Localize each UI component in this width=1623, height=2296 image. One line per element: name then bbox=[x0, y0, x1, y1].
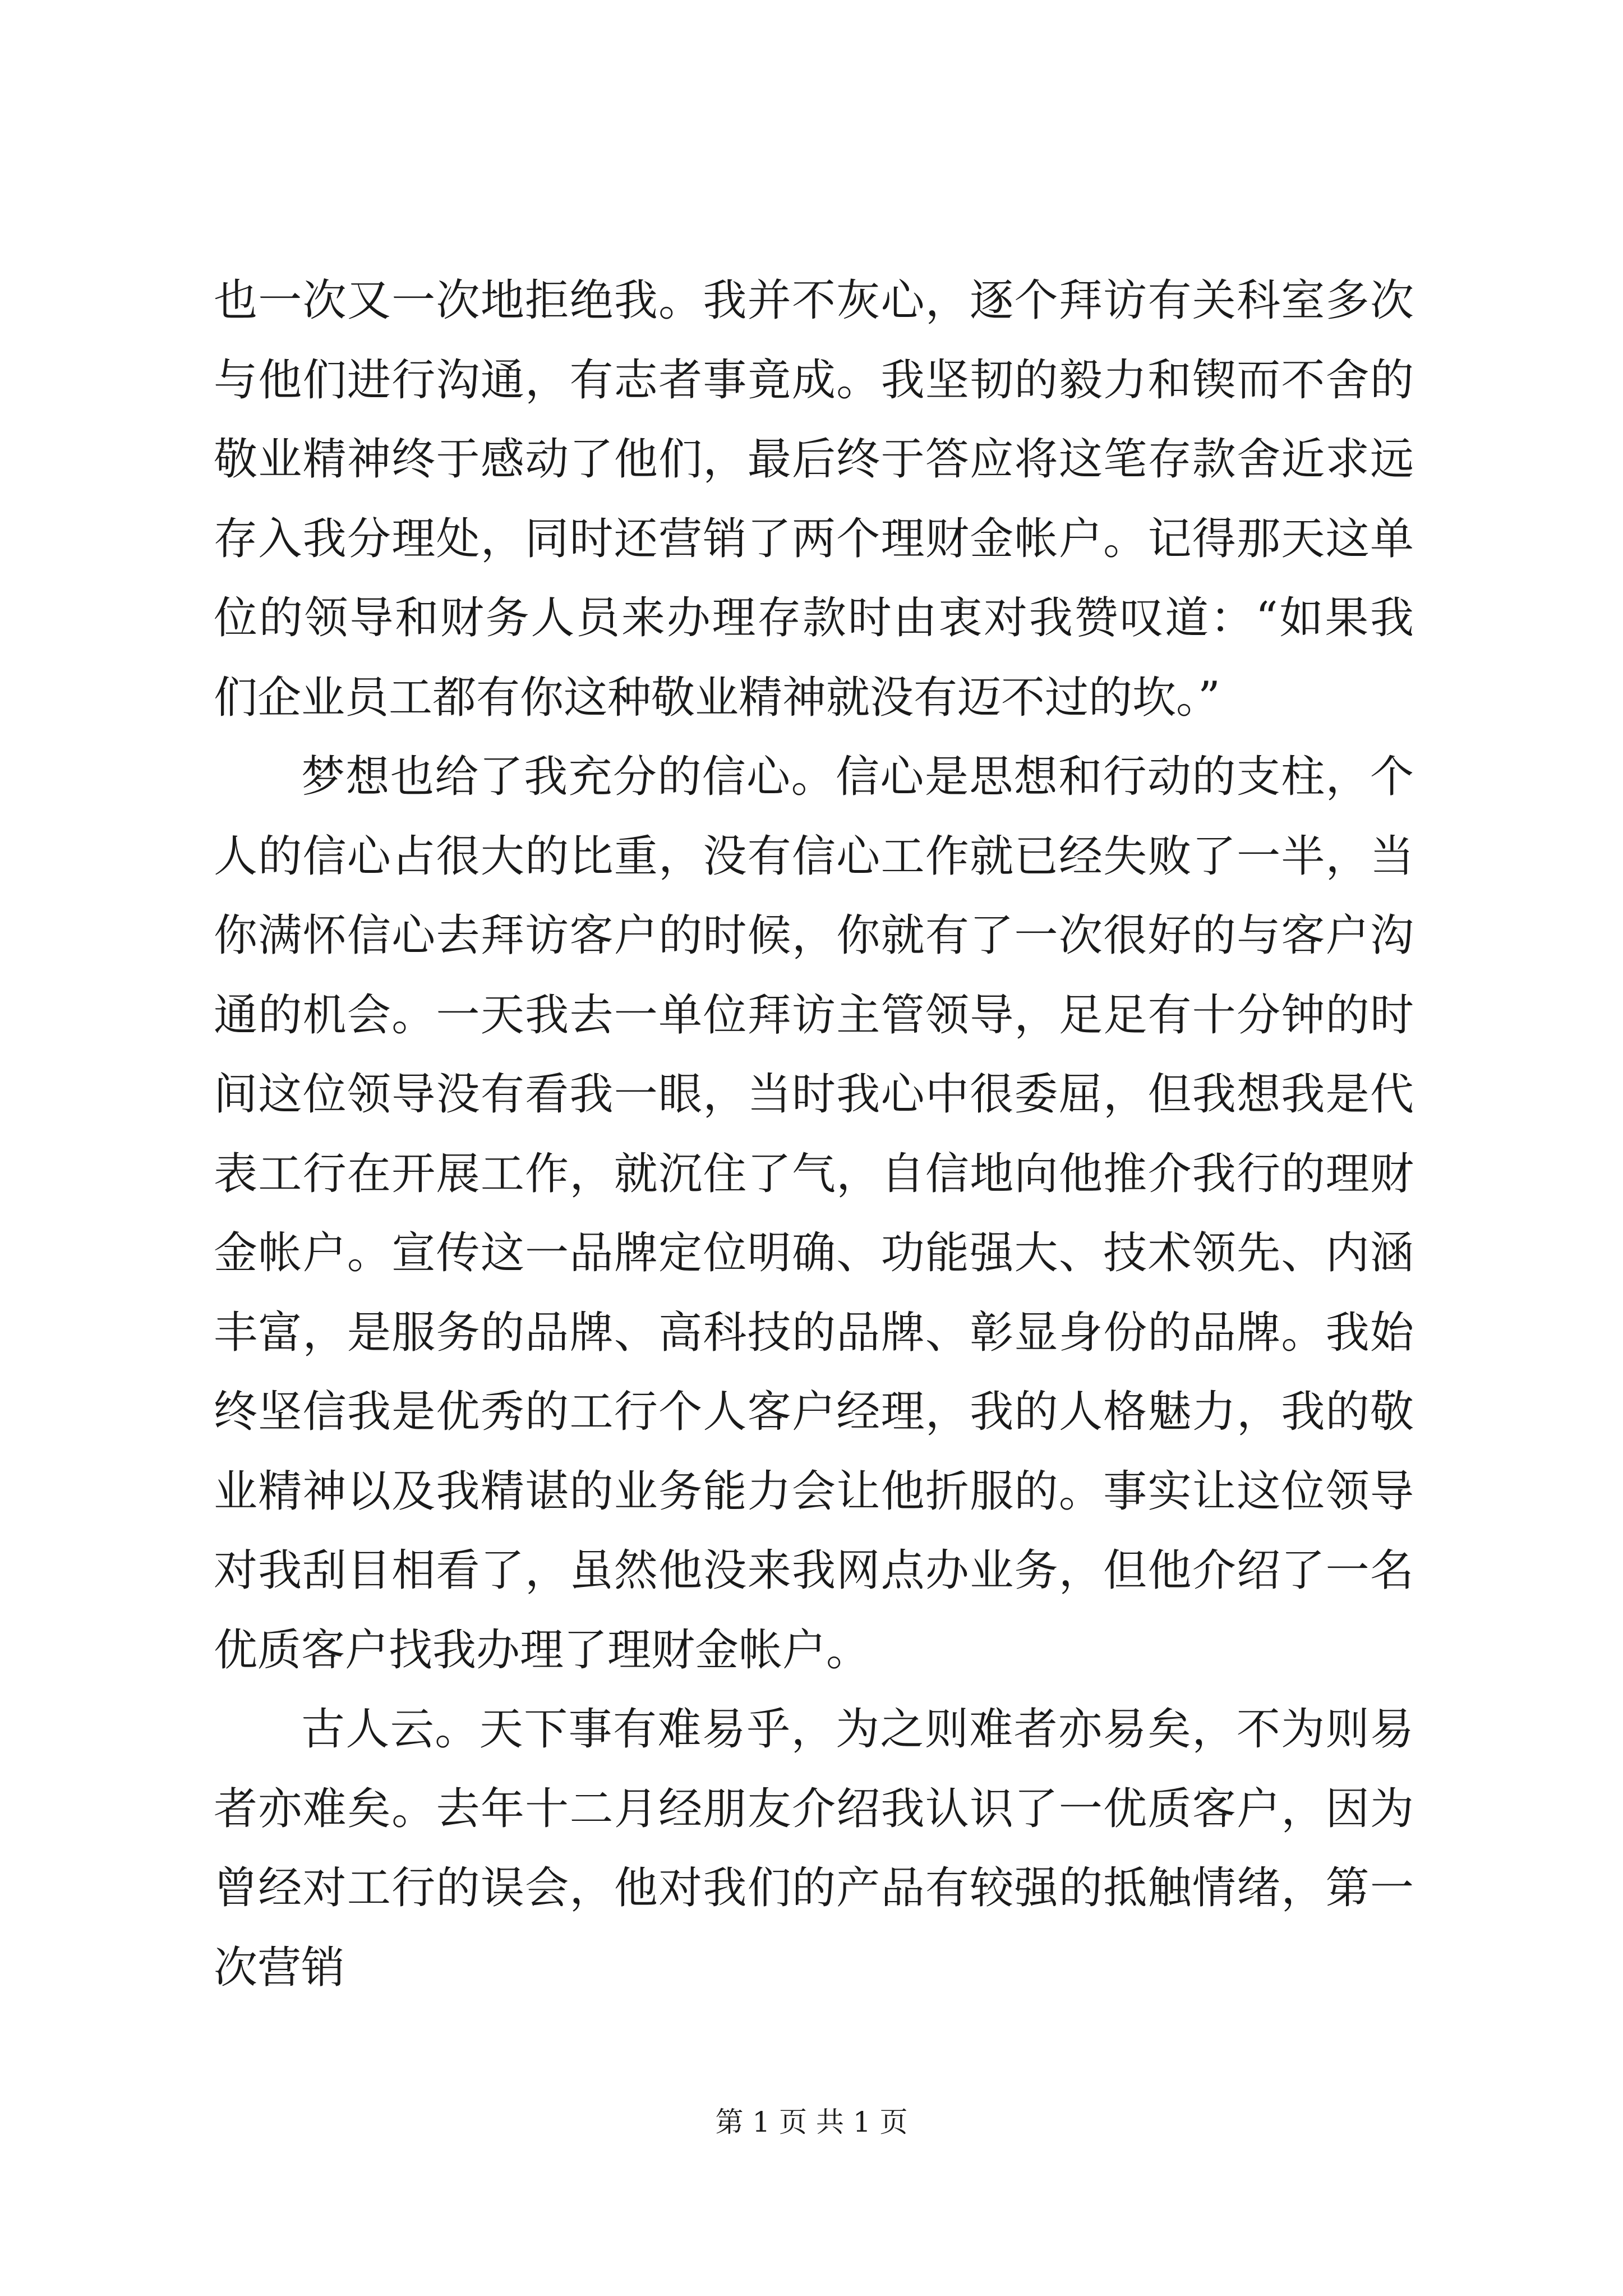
paragraph: 梦想也给了我充分的信心。信心是思想和行动的支柱，个人的信心占很大的比重，没有信心工作就已经失败了一半，当你满怀信心去拜访客户的时候，你就有了一次很好的与客户沟通的机会。一天我去一单位拜访主管领导，足足有十分钟的时间这位领导没有看我一眼，当时我心中很委屈，但我想我是代表工行在开展工作，就沉住了气，自信地向他推介我行的理财金帐户。宣传这一品牌定位明确、功能强大、技术领先、内涵丰富，是服务的品牌、高科技的品牌、彰显身份的品牌。我始终坚信我是优秀的工行个人客户经理，我的人格魅力，我的敬业精神以及我精谌的业务能力会让他折服的。事实让这位领导对我刮目相看了，虽然他没来我网点办业务，但他介绍了一名优质客户找我办理了理财金帐户。 bbox=[214, 752, 1414, 1676]
paragraph-continued: 也一次又一次地拒绝我。我并不灰心，逐个拜访有关科室多次与他们进行沟通，有志者事竟成。我坚韧的毅力和锲而不舍的敬业精神终于感动了他们，最后终于答应将这笔存款舍近求远存入我分理处，同时还营销了两个理财金帐户。记得那天这单位的领导和财务人员来办理存款时由衷对我赞叹道：“如果我们企业员工都有你这种敬业精神就没有迈不过的坎。” bbox=[214, 275, 1414, 723]
page-footer: 第 1 页 共 1 页 bbox=[715, 2106, 908, 2138]
paragraph: 古人云。天下事有难易乎，为之则难者亦易矣，不为则易者亦难矣。去年十二月经朋友介绍我认识了一优质客户，因为曾经对工行的误会，他对我们的产品有较强的抵触情绪，第一次营销 bbox=[214, 1704, 1414, 1993]
document-body bbox=[214, 261, 1414, 2008]
